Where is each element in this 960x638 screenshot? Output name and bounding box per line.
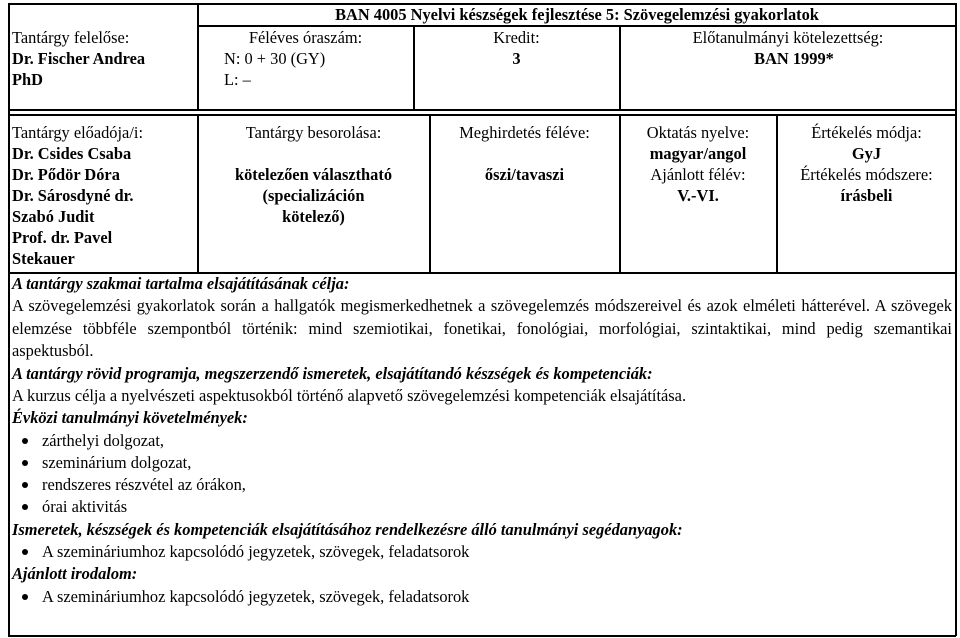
requirements-list	[12, 430, 952, 519]
credit-value: 3	[512, 49, 521, 68]
hours-n: N: 0 + 30 (GY)	[224, 49, 326, 68]
row-divider-1	[8, 109, 956, 111]
semester-label: Meghirdetés féléve:	[459, 123, 590, 142]
assessment-value: GyJ	[851, 144, 882, 163]
materials-list	[12, 541, 952, 563]
responsible-cell	[12, 27, 196, 90]
requirements-heading: Évközi tanulmányi követelmények:	[12, 408, 248, 428]
prereq-value: BAN 1999*	[754, 49, 834, 68]
hours-cell	[199, 27, 412, 90]
list-item: rendszeres részvétel az órákon,	[12, 474, 952, 496]
credit-label: Kredit:	[493, 28, 540, 47]
prereq-cell	[621, 27, 955, 69]
bullet-icon	[22, 460, 28, 466]
classification-line: (specializáción	[262, 186, 365, 205]
lecturers-cell	[12, 122, 196, 269]
bullet-icon	[22, 504, 28, 510]
course-title: BAN 4005 Nyelvi készségek fejlesztése 5: Szövegelemzési gyakorlatok	[335, 5, 819, 24]
recommended-label: Ajánlott félév:	[650, 165, 746, 184]
language-value: magyar/angol	[649, 144, 747, 163]
bullet-icon	[22, 549, 28, 555]
hours-label: Féléves óraszám:	[248, 28, 363, 47]
responsible-label: Tantárgy felelőse:	[12, 28, 130, 47]
table-border-bottom	[8, 635, 956, 637]
lecturer-line: Prof. dr. Pavel	[12, 228, 113, 247]
semester-cell	[431, 122, 618, 185]
language-cell	[621, 122, 775, 206]
assessment-cell	[778, 122, 955, 206]
classification-line: kötelezően választható	[234, 165, 393, 184]
semester-value: őszi/tavaszi	[484, 165, 565, 184]
classification-label: Tantárgy besorolása:	[245, 123, 382, 142]
method-value: írásbeli	[840, 186, 893, 205]
responsible-degree: PhD	[12, 70, 43, 89]
list-item: A szemináriumhoz kapcsolódó jegyzetek, szövegek, feladatsorok	[12, 541, 952, 563]
materials-heading: Ismeretek, készségek és kompetenciák elsajátításához rendelkezésre álló tanulmányi segédanyagok:	[12, 519, 683, 539]
literature-heading: Ajánlott irodalom:	[12, 564, 138, 584]
bullet-icon	[22, 438, 28, 444]
credit-cell	[415, 27, 618, 69]
lecturer-line: Dr. Csides Csaba	[12, 144, 132, 163]
responsible-name: Dr. Fischer Andrea	[12, 49, 146, 68]
lecturer-line: Szabó Judit	[12, 207, 95, 226]
lecturer-line: Dr. Sárosdyné dr.	[12, 186, 134, 205]
classification-cell	[199, 122, 428, 227]
method-label: Értékelés módszere:	[800, 165, 933, 184]
literature-list	[12, 586, 952, 608]
list-item: órai aktivitás	[12, 496, 952, 518]
assessment-label: Értékelés módja:	[811, 123, 922, 142]
bullet-icon	[22, 482, 28, 488]
aim-text: A szövegelemzési gyakorlatok során a hallgatók megismerkedhetnek a szövegelemzés módszereivel és azok elméleti hátterével. A szövegek elemzése többféle szempontból történik: mind szemiotikai, fonetikai, fonológiai, morfológiai, szintaktikai, mind pedig szemantikai aspektusból.	[12, 296, 952, 361]
program-heading: A tantárgy rövid programja, megszerzendő ismeretek, elsajátítandó készségek és kompetenciák:	[12, 363, 653, 383]
list-item: A szemináriumhoz kapcsolódó jegyzetek, szövegek, feladatsorok	[12, 586, 952, 608]
bullet-icon	[22, 594, 28, 600]
table-border-left	[8, 3, 10, 636]
aim-heading: A tantárgy szakmai tartalma elsajátításának célja:	[12, 274, 350, 293]
lecturer-line: Dr. Pődör Dóra	[12, 165, 120, 184]
list-item: zárthelyi dolgozat,	[12, 430, 952, 452]
list-item: szeminárium dolgozat,	[12, 452, 952, 474]
lecturer-line: Stekauer	[12, 249, 75, 268]
content-section	[12, 273, 952, 608]
prereq-label: Előtanulmányi kötelezettség:	[692, 28, 884, 47]
classification-line: kötelező)	[282, 207, 345, 226]
table-border-right	[955, 3, 957, 636]
recommended-value: V.-VI.	[677, 186, 719, 205]
row-divider-2	[8, 114, 956, 116]
language-label: Oktatás nyelve:	[646, 123, 750, 142]
hours-l: L: –	[224, 70, 251, 89]
lecturers-label: Tantárgy előadója/i:	[12, 123, 143, 142]
program-text: A kurzus célja a nyelvészeti aspektusokból történő alapvető szövegelemzési kompetenciák elsajátítása.	[12, 386, 687, 406]
